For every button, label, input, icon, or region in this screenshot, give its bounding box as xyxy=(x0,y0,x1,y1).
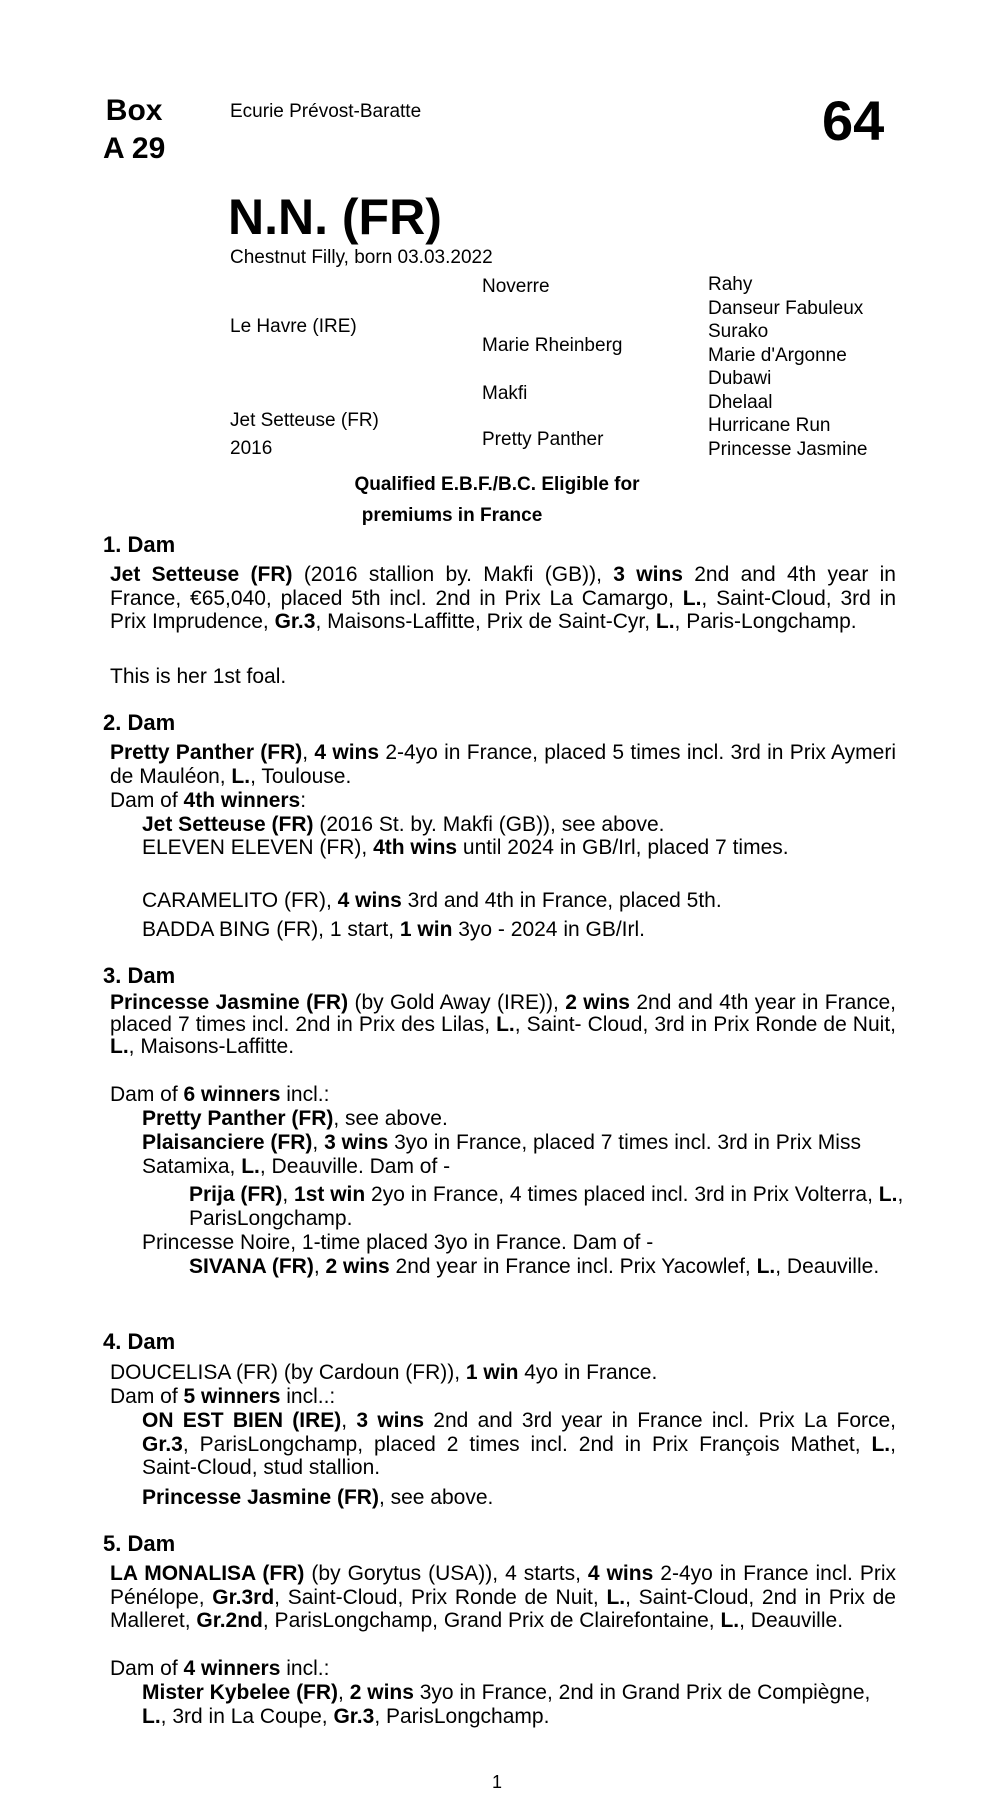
lot-number: 64 xyxy=(822,89,885,152)
dam3-offspring-2a: Prija (FR), 1st win 2yo in France, 4 times placed incl. 3rd in Prix Volterra, L., ParisLongchamp. xyxy=(189,1183,904,1230)
dam5-heading: 5. Dam xyxy=(103,1531,176,1556)
horse-name: N.N. (FR) xyxy=(228,189,442,245)
horse-description: Chestnut Filly, born 03.03.2022 xyxy=(230,247,493,268)
dam3-offspring-1: Pretty Panther (FR), see above. xyxy=(142,1107,448,1130)
dam3-offspring-3: Princesse Noire, 1-time placed 3yo in France. Dam of - xyxy=(142,1231,654,1254)
pedigree-g3: Surako xyxy=(708,321,769,342)
dam2-dam-of: Dam of 4th winners: xyxy=(110,789,307,812)
pedigree-g2: Danseur Fabuleux xyxy=(708,298,864,319)
dam3-dam-of: Dam of 6 winners incl.: xyxy=(110,1083,330,1106)
dam1-record: Jet Setteuse (FR) (2016 stallion by. Makfi (GB)), 3 wins 2nd and 4th year in France, €65,040, placed 5th incl. 2nd in Prix La Camargo, L., Saint-Cloud, 3rd in Prix Imprudence, Gr.3, Maisons-Laffitte, Prix de Saint-Cyr, L., Paris-Longchamp. xyxy=(110,563,896,633)
dam5-record: LA MONALISA (FR) (by Gorytus (USA)), 4 starts, 4 wins 2-4yo in France incl. Prix Pénélope, Gr.3rd, Saint-Cloud, Prix Ronde de Nuit, L., Saint-Cloud, 2nd in Prix de Malleret, Gr.2nd, ParisLongchamp, Grand Prix de Clairefontaine, L., Deauville. xyxy=(110,1562,896,1632)
dam2-offspring-2: ELEVEN ELEVEN (FR), 4th wins until 2024 in GB/Irl, placed 7 times. xyxy=(142,836,789,859)
pedigree-g6: Dhelaal xyxy=(708,392,773,413)
dam4-heading: 4. Dam xyxy=(103,1329,176,1354)
dam4-record: DOUCELISA (FR) (by Cardoun (FR)), 1 win 4yo in France. xyxy=(110,1361,658,1384)
dam1-heading: 1. Dam xyxy=(103,532,176,557)
dam3-offspring-2: Plaisanciere (FR), 3 wins 3yo in France, placed 7 times incl. 3rd in Prix Miss Satamixa, L., Deauville. Dam of - xyxy=(142,1131,861,1178)
dam2-offspring-4: BADDA BING (FR), 1 start, 1 win 3yo - 2024 in GB/Irl. xyxy=(142,918,645,941)
qualified-note-line1: Qualified E.B.F./B.C. Eligible for xyxy=(354,474,640,495)
dam4-offspring-2: Princesse Jasmine (FR), see above. xyxy=(142,1486,494,1509)
dam5-offspring-1: Mister Kybelee (FR), 2 wins 3yo in France, 2nd in Grand Prix de Compiègne, L., 3rd in La Coupe, Gr.3, ParisLongchamp. xyxy=(142,1681,871,1728)
pedigree-dam: Jet Setteuse (FR) xyxy=(230,410,379,431)
pedigree-sire-sire: Noverre xyxy=(482,276,550,297)
dam4-offspring-1: ON EST BIEN (IRE), 3 wins 2nd and 3rd year in France incl. Prix La Force, Gr.3, ParisLongchamp, placed 2 times incl. 2nd in Prix François Mathet, L., Saint-Cloud, stud stallion. xyxy=(142,1409,897,1479)
box-label: Box A 29 xyxy=(103,94,166,165)
page-number: 1 xyxy=(491,1772,502,1792)
pedigree-dam-dam: Pretty Panther xyxy=(482,429,604,450)
dam2-heading: 2. Dam xyxy=(103,710,176,735)
dam2-record: Pretty Panther (FR), 4 wins 2-4yo in France, placed 5 times incl. 3rd in Prix Aymeri de Mauléon, L., Toulouse. xyxy=(110,741,896,788)
pedigree-g8: Princesse Jasmine xyxy=(708,439,868,460)
dam3-heading: 3. Dam xyxy=(103,963,176,988)
dam3-offspring-3a: SIVANA (FR), 2 wins 2nd year in France incl. Prix Yacowlef, L., Deauville. xyxy=(189,1255,880,1278)
qualified-note-line2: premiums in France xyxy=(361,505,543,526)
owner-name: Ecurie Prévost-Baratte xyxy=(230,101,422,122)
pedigree-sire: Le Havre (IRE) xyxy=(230,316,357,337)
pedigree-sire-dam: Marie Rheinberg xyxy=(482,335,623,356)
dam5-dam-of: Dam of 4 winners incl.: xyxy=(110,1657,330,1680)
dam1-foal-note: This is her 1st foal. xyxy=(110,665,287,688)
dam2-offspring-3: CARAMELITO (FR), 4 wins 3rd and 4th in France, placed 5th. xyxy=(142,889,722,912)
pedigree-g5: Dubawi xyxy=(708,368,772,389)
dam3-record: Princesse Jasmine (FR) (by Gold Away (IRE)), 2 wins 2nd and 4th year in France, placed 7 times incl. 2nd in Prix des Lilas, L., Saint- Cloud, 3rd in Prix Ronde de Nuit, L., Maisons-Laffitte. xyxy=(110,991,896,1058)
pedigree-g7: Hurricane Run xyxy=(708,415,831,436)
pedigree-g4: Marie d'Argonne xyxy=(708,345,847,366)
pedigree-dam-sire: Makfi xyxy=(482,383,528,404)
dam2-offspring-1: Jet Setteuse (FR) (2016 St. by. Makfi (GB)), see above. xyxy=(142,813,665,836)
pedigree-g1: Rahy xyxy=(708,274,753,295)
dam4-dam-of: Dam of 5 winners incl..: xyxy=(110,1385,336,1408)
pedigree-dam-year: 2016 xyxy=(230,438,273,459)
